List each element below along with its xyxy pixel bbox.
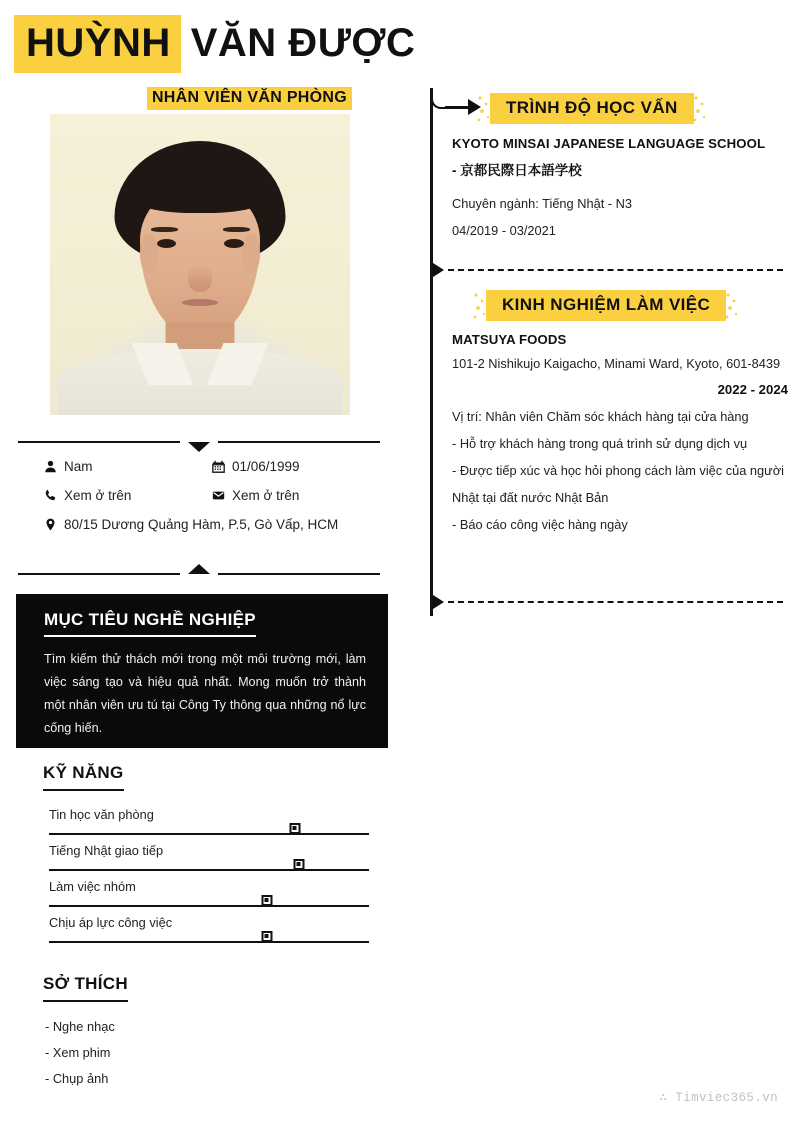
skill-track[interactable] (49, 905, 369, 907)
experience-bullet: - Hỗ trợ khách hàng trong quá trình sử dụng dịch vụ (452, 436, 748, 451)
triangle-up-icon (188, 564, 210, 574)
career-objective-title: MỤC TIÊU NGHỀ NGHIỆP (44, 610, 256, 637)
location-pin-icon (44, 516, 64, 531)
skill-label: Làm việc nhóm (49, 879, 136, 894)
contact-row-3 (44, 516, 380, 533)
contact-divider-bottom (18, 568, 380, 580)
phone-icon (44, 487, 64, 502)
skill-item (49, 841, 369, 877)
triangle-down-icon (188, 442, 210, 452)
right-column (400, 0, 800, 1123)
hobbies-title: SỞ THÍCH (43, 974, 128, 1002)
skill-track[interactable] (49, 833, 369, 835)
contact-address (44, 516, 380, 533)
photo-brow-right (223, 227, 250, 232)
contact-dob-value: 01/06/1999 (232, 459, 300, 474)
job-title: NHÂN VIÊN VĂN PHÒNG (147, 87, 352, 110)
photo-fringe (133, 174, 268, 213)
experience-company: MATSUYA FOODS (452, 332, 567, 347)
photo-ear-left (140, 234, 158, 273)
contact-email-value: Xem ở trên (232, 488, 300, 503)
experience-bullet: - Báo cáo công việc hàng ngày (452, 517, 628, 532)
hobbies-list (45, 1014, 365, 1092)
divider-line-right (218, 441, 380, 443)
contact-row-2 (44, 487, 380, 504)
divider-line-left (18, 573, 180, 575)
skill-item (49, 877, 369, 913)
contact-dob (212, 458, 380, 475)
career-objective-section (16, 594, 388, 748)
photo-brow-left (151, 227, 178, 232)
contact-gender-value: Nam (64, 459, 93, 474)
skill-item (49, 805, 369, 841)
watermark: ∴ Timviec365.vn (659, 1091, 778, 1105)
contact-email[interactable] (212, 487, 380, 504)
education-title: TRÌNH ĐỘ HỌC VẤN (490, 93, 694, 124)
name-last: VĂN ĐƯỢC (190, 21, 416, 65)
calendar-icon (212, 458, 232, 473)
arrow-right-icon (430, 593, 444, 611)
experience-block (452, 329, 788, 538)
experience-period: 2022 - 2024 (717, 382, 788, 397)
experience-bullets (452, 430, 788, 538)
skill-label: Tin học văn phòng (49, 807, 154, 822)
section-divider-dashed (448, 601, 783, 603)
skill-track[interactable] (49, 869, 369, 871)
person-icon (44, 458, 64, 473)
contact-info (44, 458, 380, 545)
hobby-item: - Nghe nhạc (45, 1019, 115, 1034)
skill-label: Chịu áp lực công việc (49, 915, 173, 930)
skills-list (49, 805, 369, 949)
section-divider-dashed (448, 269, 783, 271)
experience-bullet: - Được tiếp xúc và học hỏi phong cách làm việc của người Nhật tại đất nước Nhật Bản (452, 463, 784, 505)
contact-phone-value: Xem ở trên (64, 488, 132, 503)
skill-label: Tiếng Nhật giao tiếp (49, 843, 164, 858)
experience-position: Vị trí: Nhân viên Chăm sóc khách hàng tại cửa hàng (452, 409, 749, 424)
experience-address: 101-2 Nishikujo Kaigacho, Minami Ward, Kyoto, 601-8439 (452, 356, 781, 371)
envelope-icon (212, 487, 232, 502)
contact-gender (44, 458, 212, 475)
divider-line-left (18, 441, 180, 443)
photo-nose (188, 265, 212, 292)
skill-slider-handle[interactable] (293, 859, 304, 870)
skills-title: KỸ NĂNG (43, 763, 124, 791)
education-school-jp: - 京都民際日本語学校 (452, 163, 582, 178)
arrow-right-icon (430, 261, 444, 279)
education-block (452, 133, 788, 244)
divider-line-right (218, 573, 380, 575)
contact-row-1 (44, 458, 380, 475)
skill-slider-handle[interactable] (261, 931, 272, 942)
experience-title: KINH NGHIỆM LÀM VIỆC (486, 290, 726, 321)
skill-slider-handle[interactable] (261, 895, 272, 906)
photo-shirt (58, 349, 343, 415)
skill-track[interactable] (49, 941, 369, 943)
photo-eye-right (224, 239, 244, 248)
skill-item (49, 913, 369, 949)
contact-phone[interactable] (44, 487, 212, 504)
contact-divider-top (18, 436, 380, 448)
profile-photo (50, 114, 350, 415)
contact-address-value: 80/15 Dương Quảng Hàm, P.5, Gò Vấp, HCM (64, 517, 339, 532)
hobby-item: - Xem phim (45, 1045, 111, 1060)
timeline-line (430, 88, 433, 616)
photo-ear-right (242, 234, 260, 273)
name-first: HUỲNH (14, 15, 181, 73)
hobby-item: - Chụp ảnh (45, 1071, 109, 1086)
education-school: KYOTO MINSAI JAPANESE LANGUAGE SCHOOL (452, 136, 766, 151)
education-period: 04/2019 - 03/2021 (452, 223, 556, 238)
career-objective-text: Tìm kiếm thử thách mới trong một môi trường mới, làm việc sáng tạo và hiệu quả nhất. Mong muốn trở thành một nhân viên ưu tú tại Công Ty thông qua những nổ lực cống hiến. (44, 652, 366, 735)
education-major: Chuyên ngành: Tiếng Nhật - N3 (452, 196, 632, 211)
skill-slider-handle[interactable] (290, 823, 301, 834)
